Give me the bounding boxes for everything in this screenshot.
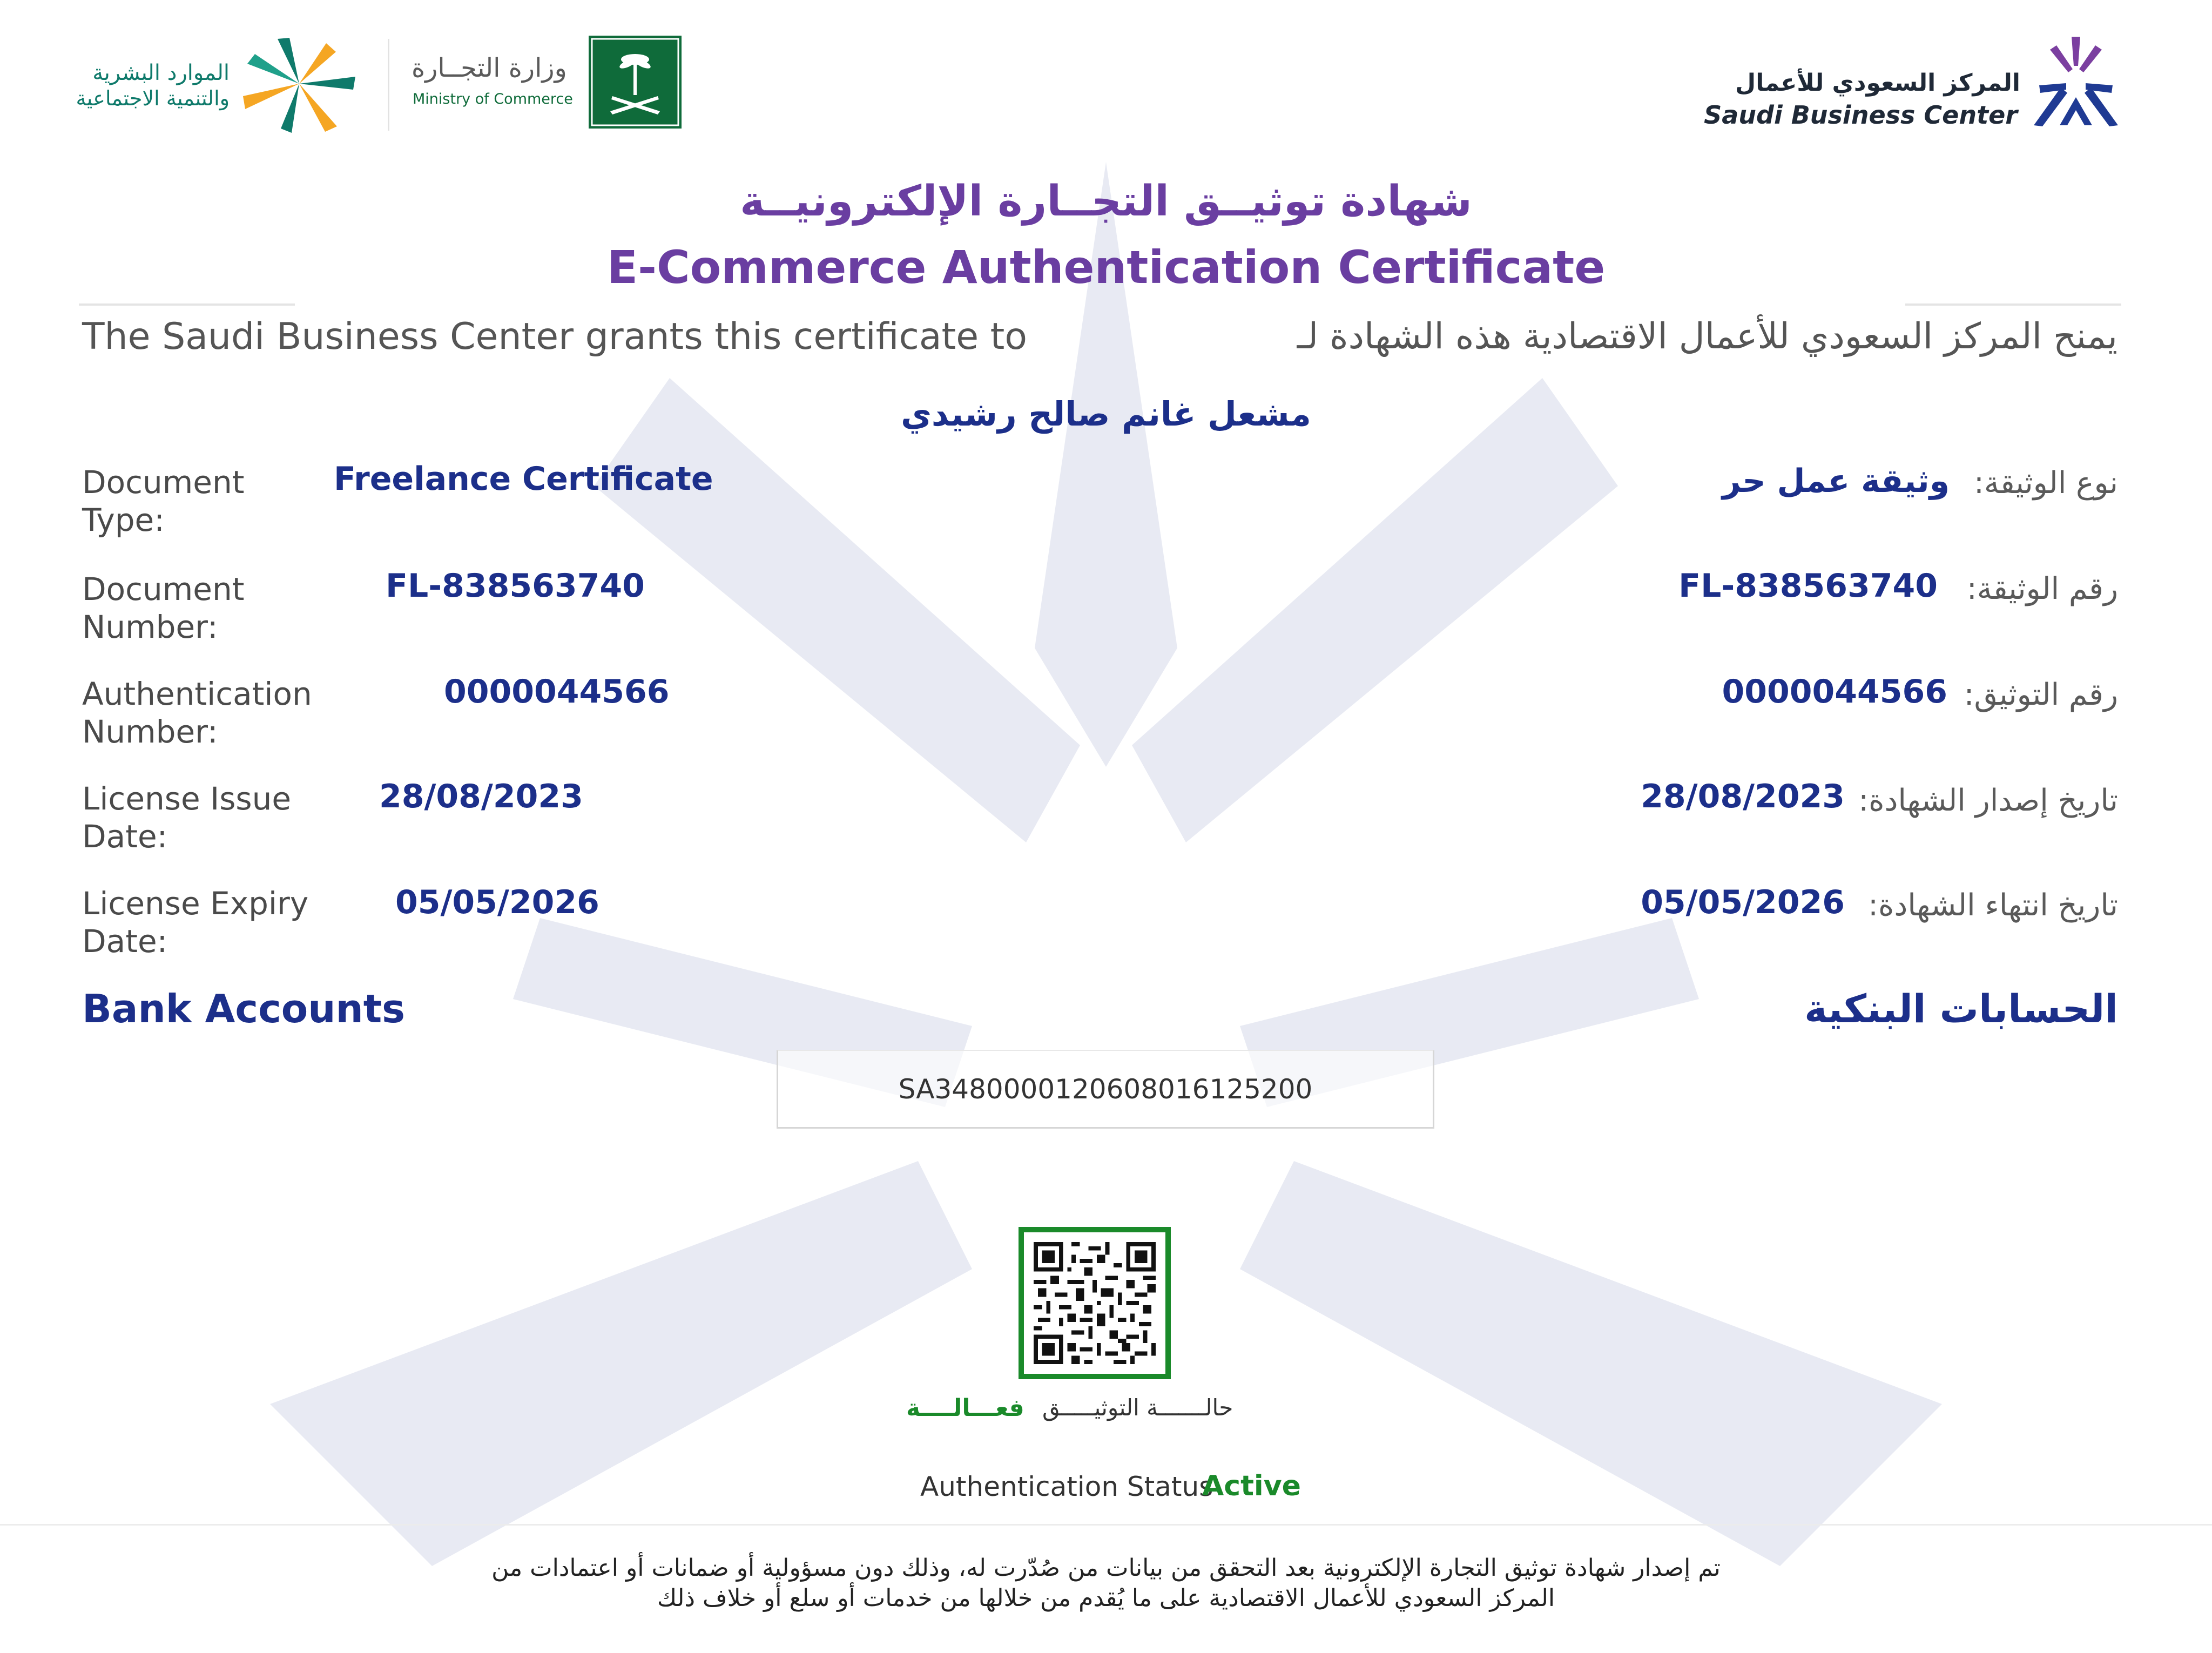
doc-number-value-ar: FL-838563740 bbox=[1678, 567, 1938, 605]
auth-number-value-en: 0000044566 bbox=[444, 673, 670, 711]
sbc-name-en: Saudi Business Center bbox=[1704, 100, 2018, 130]
sbc-name-ar: المركز السعودي للأعمال bbox=[1735, 69, 2020, 97]
expiry-date-label-en: License Expiry Date: bbox=[82, 885, 309, 960]
doc-type-value-en: Freelance Certificate bbox=[334, 460, 713, 498]
hr-name-ar-line1: الموارد البشرية bbox=[92, 60, 230, 85]
moc-name-ar: وزارة التجــارة bbox=[412, 53, 567, 83]
qr-code-icon bbox=[1034, 1242, 1156, 1364]
footer-disclaimer: تم إصدار شهادة توثيق التجارة الإلكترونية بعد التحقق من بيانات من صُدّرت له، وذلك دون مسؤولية أو ضمانات أو اعتمادات من المركز السعودي للأعمال الاقتصادية على ما يُقدم من خلالها من خدمات أو سلع أو خلاف ذلك bbox=[491, 1554, 1721, 1612]
left-divider bbox=[79, 303, 295, 306]
auth-number-label-ar: رقم التوثيق: bbox=[1964, 677, 2118, 712]
status-label-en: Authentication Status bbox=[920, 1471, 1213, 1502]
logo-divider bbox=[388, 39, 389, 131]
right-divider bbox=[1905, 303, 2121, 306]
certificate-title-ar: شهادة توثيــق التجــارة الإلكترونيــة bbox=[740, 177, 1472, 226]
auth-number-value-ar: 0000044566 bbox=[1722, 673, 1947, 711]
qr-code[interactable] bbox=[1019, 1227, 1171, 1379]
moc-name-en: Ministry of Commerce bbox=[413, 91, 573, 107]
moc-emblem-icon bbox=[589, 36, 682, 129]
certificate-title-en: E-Commerce Authentication Certificate bbox=[606, 241, 1606, 294]
expiry-date-value-ar: 05/05/2026 bbox=[1641, 883, 1845, 921]
issue-date-label-en: License Issue Date: bbox=[82, 780, 292, 855]
doc-number-label-ar: رقم الوثيقة: bbox=[1966, 571, 2118, 606]
doc-number-label-en: Document Number: bbox=[82, 571, 245, 645]
hr-ministry-logo-icon bbox=[240, 33, 360, 134]
status-badge: Active bbox=[1202, 1470, 1301, 1502]
bank-accounts-title-en: Bank Accounts bbox=[82, 986, 406, 1031]
iban-value: SA3480000120608016125200 bbox=[777, 1050, 1434, 1129]
expiry-date-value-en: 05/05/2026 bbox=[395, 883, 599, 921]
status-label-ar: حالـــــــة التوثيـــــق bbox=[1042, 1394, 1233, 1421]
doc-type-label-ar: نوع الوثيقة: bbox=[1974, 465, 2118, 501]
issue-date-value-en: 28/08/2023 bbox=[379, 778, 583, 815]
grant-statement-ar: يمنح المركز السعودي للأعمال الاقتصادية هذه الشهادة لـ bbox=[1297, 315, 2117, 357]
issue-date-value-ar: 28/08/2023 bbox=[1641, 778, 1845, 815]
status-value-ar: فعـــالــــة bbox=[906, 1394, 1024, 1422]
sbc-logo-icon bbox=[2028, 33, 2123, 129]
doc-type-label-en: Document Type: bbox=[82, 464, 245, 538]
auth-number-label-en: Authentication Number: bbox=[82, 676, 312, 750]
doc-type-value-ar: وثيقة عمل حر bbox=[1722, 462, 1950, 500]
footer-divider bbox=[0, 1524, 2212, 1526]
expiry-date-label-ar: تاريخ انتهاء الشهادة: bbox=[1868, 888, 2118, 923]
certificate-holder-name: مشعل غانم صالح رشيدي bbox=[901, 394, 1311, 434]
issue-date-label-ar: تاريخ إصدار الشهادة: bbox=[1858, 783, 2118, 818]
bank-accounts-title-ar: الحسابات البنكية bbox=[1804, 986, 2118, 1031]
hr-name-ar-line2: والتنمية الاجتماعية bbox=[76, 86, 230, 110]
grant-statement-en: The Saudi Business Center grants this certificate to bbox=[82, 315, 1027, 358]
doc-number-value-en: FL-838563740 bbox=[386, 567, 645, 605]
